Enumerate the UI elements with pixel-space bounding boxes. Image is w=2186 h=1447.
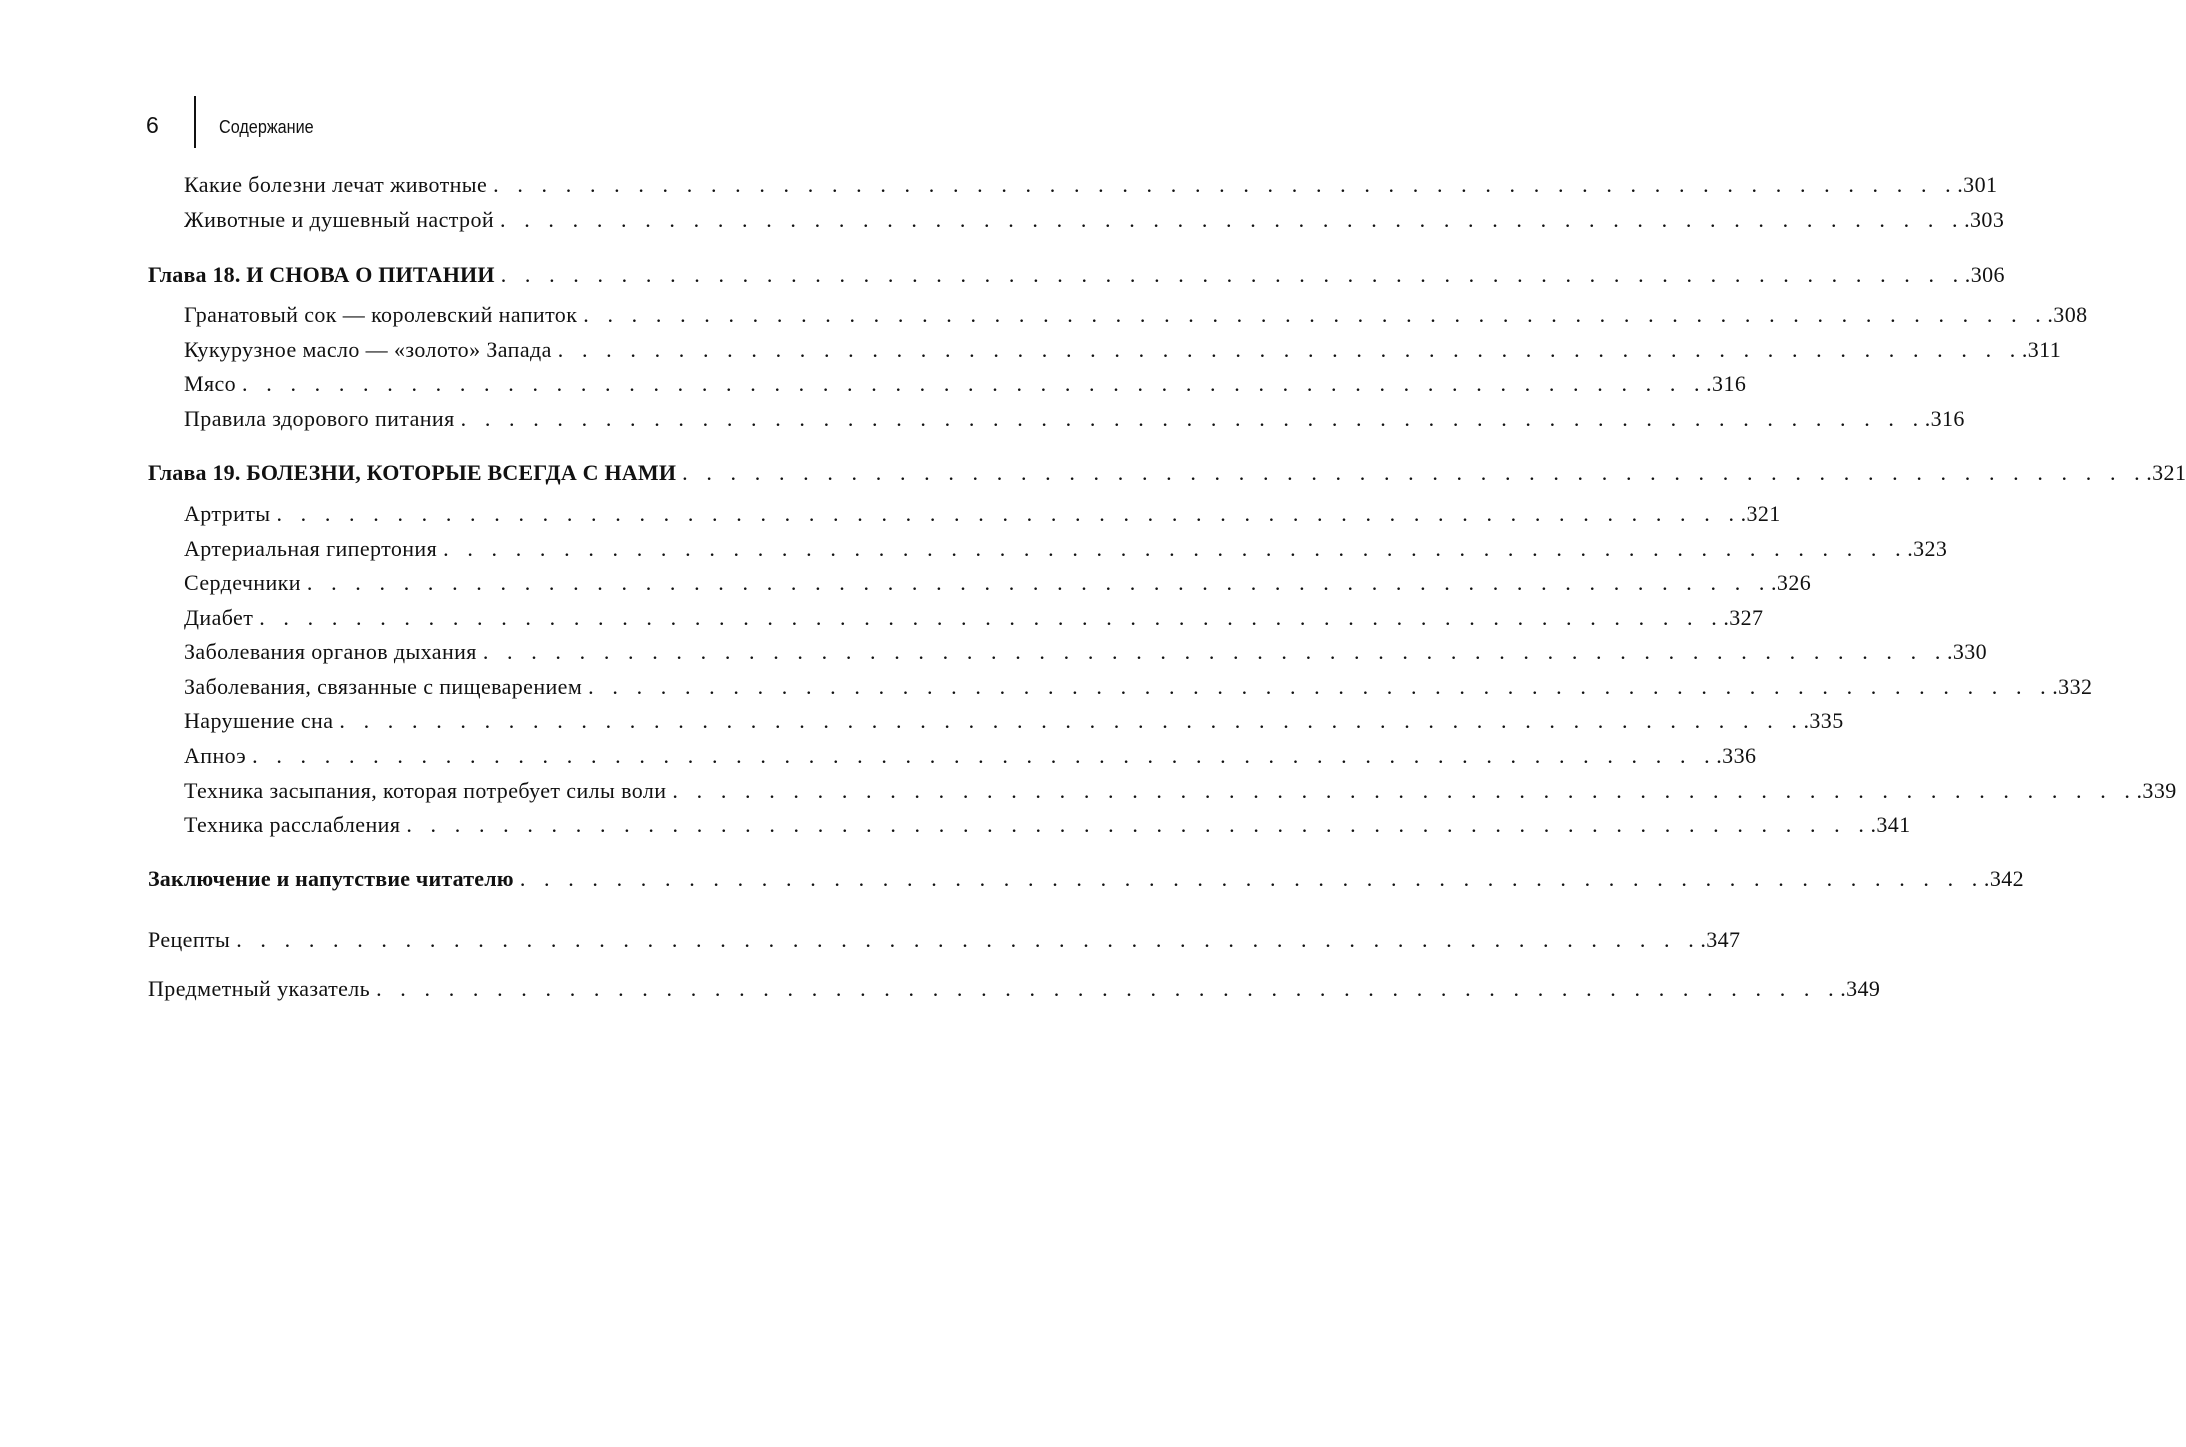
toc-subject-index[interactable] <box>148 976 1881 1002</box>
toc-entry-page: .342 <box>1983 866 2025 891</box>
toc-entry-page: .306 <box>1964 262 2005 287</box>
toc-dot-leader: . . . . . . . . . . . . . . . . . . . . . . . . . . . . . . . . . . . . . . . . . . . . . . . . . . . . . . . . . . . . . <box>306 570 1772 595</box>
toc-chapter-title: Заключение и напутствие читателю <box>148 866 514 891</box>
toc-entry-title: Рецепты <box>148 927 231 952</box>
running-header-title: Содержание <box>219 117 314 137</box>
toc-dot-leader: . . . . . . . . . . . . . . . . . . . . . . . . . . . . . . . . . . . . . . . . . . . . . . . . . . . . . . . . . . . . . <box>406 812 1871 837</box>
toc-recipes[interactable] <box>148 927 1741 953</box>
toc-dot-leader: . . . . . . . . . . . . . . . . . . . . . . . . . . . . . . . . . . . . . . . . . . . . . . . . . . . . . . . . . . . . . <box>482 639 1947 664</box>
toc-dot-leader: . . . . . . . . . . . . . . . . . . . . . . . . . . . . . . . . . . . . . . . . . . . . . . . . . . . . . . . . . . . . . <box>557 337 2022 362</box>
toc-entry-title: Животные и душевный настрой <box>184 207 495 232</box>
toc-dot-leader: . . . . . . . . . . . . . . . . . . . . . . . . . . . . . . . . . . . . . . . . . . . . . . . . . . . . . . . . . . . . . <box>443 536 1908 561</box>
toc-entry-page: .349 <box>1840 976 1881 1001</box>
toc-entry[interactable] <box>184 570 1812 596</box>
toc-entry-page: .301 <box>1957 172 1998 197</box>
page-number: 6 <box>146 112 159 138</box>
toc-entry-page: .308 <box>2047 302 2088 327</box>
toc-entry-title: Артериальная гипертония <box>184 536 438 561</box>
toc-entry-page: .326 <box>1771 570 1812 595</box>
toc-dot-leader: . . . . . . . . . . . . . . . . . . . . . . . . . . . . . . . . . . . . . . . . . . . . . . . . . . . . . . . . . . . . . <box>493 172 1958 197</box>
toc-dot-leader: . . . . . . . . . . . . . . . . . . . . . . . . . . . . . . . . . . . . . . . . . . . . . . . . . . . . . . . . . . . . . <box>500 262 1965 287</box>
toc-entry-title: Предметный указатель <box>148 976 371 1001</box>
toc-entry-page: .332 <box>2052 674 2093 699</box>
toc-entry[interactable] <box>184 406 1965 432</box>
toc-entry[interactable] <box>184 501 1781 527</box>
toc-entry[interactable] <box>184 812 1911 838</box>
toc-chapter-18[interactable] <box>148 262 2005 288</box>
toc-dot-leader: . . . . . . . . . . . . . . . . . . . . . . . . . . . . . . . . . . . . . . . . . . . . . . . . . . . . . . . . . . . . . <box>672 778 2137 803</box>
header-divider <box>194 96 196 148</box>
toc-conclusion[interactable] <box>148 866 2025 892</box>
toc-entry-title: Мясо <box>184 371 237 396</box>
toc-entry-title: Техника расслабления <box>184 812 401 837</box>
toc-entry-title: Техника засыпания, которая потребует силы воли <box>184 778 667 803</box>
toc-dot-leader: . . . . . . . . . . . . . . . . . . . . . . . . . . . . . . . . . . . . . . . . . . . . . . . . . . . . . . . . . . . . . <box>276 501 1741 526</box>
toc-entry[interactable] <box>184 708 1844 734</box>
toc-entry[interactable] <box>184 371 1747 397</box>
toc-entry-page: .347 <box>1700 927 1741 952</box>
toc-entry-title: Правила здорового питания <box>184 406 455 431</box>
toc-chapter-title: Глава 18. И СНОВА О ПИТАНИИ <box>148 262 495 287</box>
toc-entry[interactable] <box>184 743 1757 769</box>
toc-dot-leader: . . . . . . . . . . . . . . . . . . . . . . . . . . . . . . . . . . . . . . . . . . . . . . . . . . . . . . . . . . . . . <box>339 708 1804 733</box>
toc-dot-leader: . . . . . . . . . . . . . . . . . . . . . . . . . . . . . . . . . . . . . . . . . . . . . . . . . . . . . . . . . . . . . <box>460 406 1925 431</box>
toc-dot-leader: . . . . . . . . . . . . . . . . . . . . . . . . . . . . . . . . . . . . . . . . . . . . . . . . . . . . . . . . . . . . . <box>583 302 2048 327</box>
toc-entry[interactable] <box>184 302 2088 328</box>
toc-chapter-title: Глава 19. БОЛЕЗНИ, КОТОРЫЕ ВСЕГДА С НАМИ <box>148 460 677 485</box>
toc-dot-leader: . . . . . . . . . . . . . . . . . . . . . . . . . . . . . . . . . . . . . . . . . . . . . . . . . . . . . . . . . . . . . <box>500 207 1965 232</box>
toc-entry-page: .339 <box>2136 778 2177 803</box>
toc-entry[interactable] <box>184 207 2005 233</box>
toc-entry[interactable] <box>184 337 2062 363</box>
toc-entry-title: Какие болезни лечат животные <box>184 172 488 197</box>
toc-entry[interactable] <box>184 639 1988 665</box>
toc-entry-title: Артриты <box>184 501 271 526</box>
toc-entry[interactable] <box>184 605 1764 631</box>
toc-entry-title: Заболевания, связанные с пищеварением <box>184 674 583 699</box>
toc-entry-page: .321 <box>2146 460 2186 485</box>
toc-entry[interactable] <box>184 536 1948 562</box>
toc-entry-title: Сердечники <box>184 570 301 595</box>
toc-entry-page: .323 <box>1907 536 1948 561</box>
toc-entry-page: .311 <box>2021 337 2062 362</box>
toc-entry-title: Кукурузное масло — «золото» Запада <box>184 337 552 362</box>
toc-dot-leader: . . . . . . . . . . . . . . . . . . . . . . . . . . . . . . . . . . . . . . . . . . . . . . . . . . . . . . . . . . . . . <box>682 460 2147 485</box>
toc-entry-title: Апноэ <box>184 743 247 768</box>
toc-entry-title: Заболевания органов дыхания <box>184 639 477 664</box>
toc-entry[interactable] <box>184 172 1998 198</box>
toc-entry-page: .327 <box>1723 605 1764 630</box>
toc-dot-leader: . . . . . . . . . . . . . . . . . . . . . . . . . . . . . . . . . . . . . . . . . . . . . . . . . . . . . . . . . . . . . <box>236 927 1701 952</box>
toc-entry-page: .321 <box>1740 501 1781 526</box>
toc-chapter-19[interactable] <box>148 460 2186 486</box>
toc-entry-page: .330 <box>1946 639 1988 664</box>
toc-dot-leader: . . . . . . . . . . . . . . . . . . . . . . . . . . . . . . . . . . . . . . . . . . . . . . . . . . . . . . . . . . . . . <box>259 605 1724 630</box>
toc-entry-page: .303 <box>1964 207 2005 232</box>
toc-entry-page: .316 <box>1706 371 1747 396</box>
toc-entry-title: Диабет <box>184 605 254 630</box>
toc-entry-page: .335 <box>1803 708 1844 733</box>
toc-dot-leader: . . . . . . . . . . . . . . . . . . . . . . . . . . . . . . . . . . . . . . . . . . . . . . . . . . . . . . . . . . . . . <box>519 866 1984 891</box>
toc-dot-leader: . . . . . . . . . . . . . . . . . . . . . . . . . . . . . . . . . . . . . . . . . . . . . . . . . . . . . . . . . . . . . <box>252 743 1717 768</box>
toc-entry-page: .336 <box>1716 743 1757 768</box>
toc-dot-leader: . . . . . . . . . . . . . . . . . . . . . . . . . . . . . . . . . . . . . . . . . . . . . . . . . . . . . . . . . . . . . <box>376 976 1841 1001</box>
toc-entry[interactable] <box>184 778 2177 804</box>
toc-entry-page: .316 <box>1924 406 1965 431</box>
toc-entry[interactable] <box>184 674 2093 700</box>
running-header <box>146 96 546 148</box>
toc-dot-leader: . . . . . . . . . . . . . . . . . . . . . . . . . . . . . . . . . . . . . . . . . . . . . . . . . . . . . . . . . . . . . <box>242 371 1707 396</box>
toc-entry-title: Нарушение сна <box>184 708 334 733</box>
toc-entry-page: .341 <box>1870 812 1911 837</box>
toc-entry-title: Гранатовый сок — королевский напиток <box>184 302 578 327</box>
toc-dot-leader: . . . . . . . . . . . . . . . . . . . . . . . . . . . . . . . . . . . . . . . . . . . . . . . . . . . . . . . . . . . . . <box>588 674 2053 699</box>
